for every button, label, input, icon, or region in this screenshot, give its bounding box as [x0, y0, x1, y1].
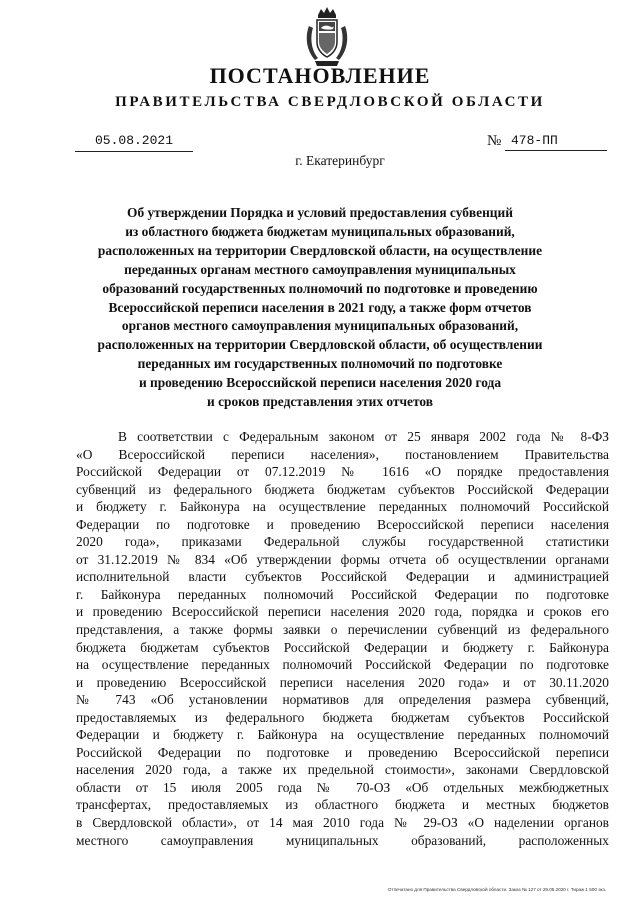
body-line: Российской Федерации от 07.12.2019 № 1616 «О порядке предоставления	[76, 464, 609, 480]
body-line: от 31.12.2019 № 834 «Об утверждении формы отчета об осуществлении органами	[76, 551, 609, 567]
heading-line: и проведению Всероссийской переписи населения 2020 года	[138, 375, 502, 391]
body-line: «О Всероссийской переписи населения», постановлением Правительства	[76, 446, 609, 462]
heading-line: органов местного самоуправления муниципальных образований,	[121, 318, 519, 334]
body-line: предоставляемых из федерального бюджета бюджетам субъектов Российской	[76, 709, 609, 725]
heading-line: и сроков представления этих отчетов	[207, 394, 433, 410]
body-line: 2020 года», приказами Федеральной службы государственной статистики	[76, 534, 609, 550]
body-line: г. Байконура переданных полномочий Российской Федерации по подготовке	[76, 586, 609, 602]
body-line: на осуществление переданных полномочий Российской Федерации по подготовке	[76, 657, 609, 673]
body-line: и бюджету г. Байконура на осуществление переданных полномочий Российской	[76, 499, 609, 515]
body-line: представления, а также формы заявки о перечислении субвенций из федерального	[76, 622, 609, 638]
body-line: и проведению Всероссийской переписи населения 2020 года» и от 30.11.2020	[76, 674, 609, 690]
body-line: населения 2020 года, а также их предельной стоимости», законами Свердловской	[76, 762, 609, 778]
city: г. Екатеринбург	[295, 153, 385, 168]
document-heading	[70, 204, 570, 412]
body-line: бюджета бюджетам субъектов Российской Федерации и бюджету г. Байконура	[76, 639, 609, 655]
body-line: местного самоуправления муниципальных образований, расположенных	[76, 832, 609, 848]
heading-line: расположенных на территории Свердловской области, об осуществлении	[97, 337, 543, 353]
heading-line: расположенных на территории Свердловской области, на осуществление	[97, 242, 543, 258]
document-type-title: ПОСТАНОВЛЕНИЕ	[209, 63, 431, 88]
body-line: исполнительной власти субъектов Российской Федерации и администрацией	[76, 569, 609, 585]
body-line: и проведению Всероссийской переписи населения 2020 года, порядка и сроков его	[76, 604, 609, 620]
heading-line: Всероссийской переписи населения в 2021 году, а также форм отчетов	[108, 299, 532, 315]
document-number: 478-ПП	[505, 133, 607, 151]
body-line: Федерации по подготовке и проведению Всероссийской переписи населения	[76, 516, 609, 532]
heading-line: из областного бюджета бюджетам муниципальных образований,	[125, 223, 515, 239]
issuing-authority: ПРАВИТЕЛЬСТВА СВЕРДЛОВСКОЙ ОБЛАСТИ	[115, 94, 545, 110]
body-paragraph	[76, 428, 609, 849]
body-line: в Свердловской области», от 14 мая 2010 года № 29-ОЗ «О наделении органов	[76, 815, 609, 831]
number-sign: №	[487, 133, 502, 149]
body-line: В соответствии с Федеральным законом от 25 января 2002 года № 8-ФЗ	[118, 429, 609, 444]
body-line: субвенций из федерального бюджета бюджетам субъектов Российской Федерации	[76, 481, 609, 497]
body-line: № 743 «Об установлении нормативов для определения размера субвенций,	[76, 692, 609, 708]
body-line: Российской Федерации по подготовке и проведению Всероссийской переписи	[76, 744, 609, 760]
body-line: области от 15 июля 2005 года № 70-ОЗ «Об отдельных межбюджетных	[76, 779, 609, 795]
coat-of-arms-icon	[303, 6, 351, 68]
heading-line: образований государственных полномочий по подготовке и проведению	[102, 280, 538, 296]
heading-line: переданных им государственных полномочий по подготовке	[137, 356, 503, 372]
body-line: трансфертах, предоставляемых из областного бюджета и местных бюджетов	[76, 797, 609, 813]
heading-line: Об утверждении Порядка и условий предоставления субвенций	[127, 205, 513, 220]
document-date: 05.08.2021	[75, 133, 193, 152]
print-note: Отпечатано для Правительства Свердловской области. Заказ № 127 от 29.05.2020 г. Тираж 1 500 экз.	[387, 887, 606, 892]
body-line: Федерации и бюджету г. Байконура на осуществление переданных полномочий	[76, 727, 609, 743]
heading-line: переданных органам местного самоуправления муниципальных	[124, 261, 516, 277]
